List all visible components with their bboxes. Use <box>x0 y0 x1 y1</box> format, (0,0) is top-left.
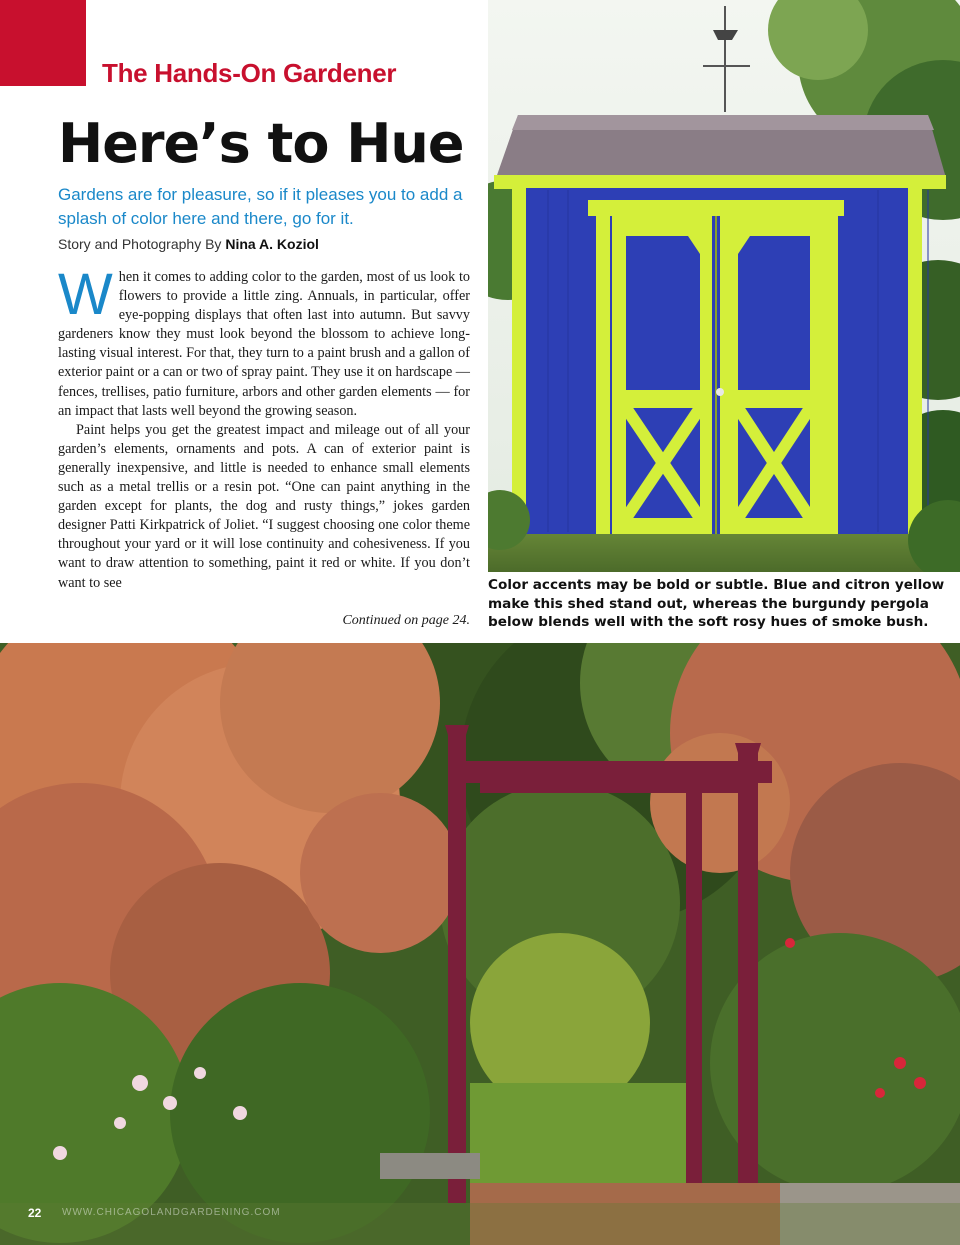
byline <box>58 236 319 252</box>
section-label: The Hands-On Gardener <box>102 58 397 88</box>
byline-author: Nina A. Koziol <box>225 236 319 252</box>
page-number: 22 <box>28 1206 42 1220</box>
paragraph-2: Paint helps you get the greatest impact and mileage out of all your garden’s elements, ornaments and pots. A can of exterior paint is generally inexpensive, and little is needed to enhance small elements such as a metal trellis or a resin pot. “One can paint anything in the garden except for plants, the dog and rusty things,” jokes garden designer Patti Kirkpatrick of Joliet. “I suggest choosing one color theme throughout your yard or it will lose continuity and cohesiveness. If you want to draw attention to something, paint it red or white. If you don’t want to see <box>58 421 470 591</box>
photo-caption: Color accents may be bold or subtle. Blue and citron yellow make this shed stand out, whereas the burgundy pergola below blends well with the soft rosy hues of smoke bush. <box>488 577 945 630</box>
article-deck: Gardens are for pleasure, so if it pleases you to add a splash of color here and there, go for it. <box>58 185 463 228</box>
footer-url[interactable]: WWW.CHICAGOLANDGARDENING.COM <box>62 1207 281 1218</box>
paragraph-1-text: hen it comes to adding color to the garden, most of us look to flowers to provide a little zing. Annuals, in particular, offer eye-popping displays that often last into autumn. But savvy gardeners know they must look beyond the blossom to achieve long-lasting visual interest. For that, they turn to a paint brush and a gallon of exterior paint or a can or two of spray paint. They use it on hardscape — fences, trellises, patio furniture, arbors and other garden elements — for an impact that lasts well beyond the growing season. <box>58 269 470 419</box>
pergola-garden-photo <box>0 643 960 1245</box>
article-title: Here’s to Hue <box>58 112 464 175</box>
drop-cap: W <box>58 262 113 327</box>
paragraph-1 <box>58 262 470 421</box>
shed-photo <box>488 0 960 572</box>
byline-prefix: Story and Photography By <box>58 236 222 252</box>
article-body <box>58 262 470 593</box>
continued-link[interactable]: Continued on page 24. <box>342 613 470 628</box>
section-color-tab <box>0 0 86 86</box>
